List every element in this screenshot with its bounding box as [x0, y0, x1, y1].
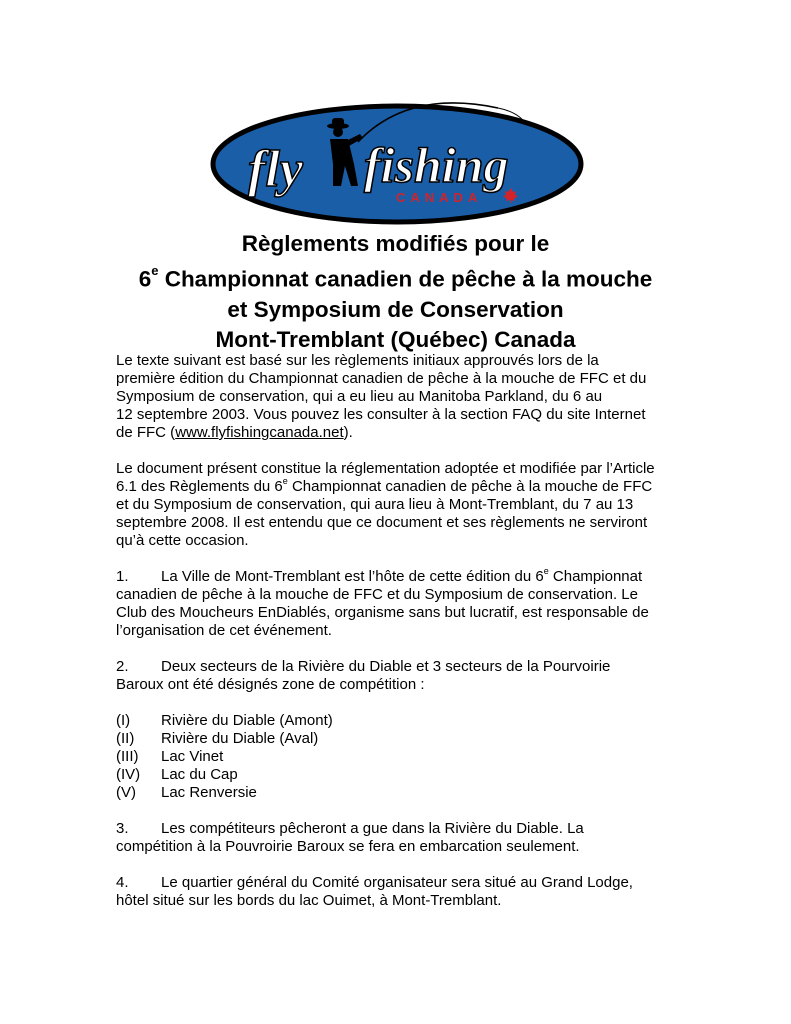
logo-word-fly: fly — [248, 141, 303, 198]
logo-word-canada: CANADA — [396, 190, 483, 205]
fly-fishing-canada-logo — [208, 94, 586, 226]
document-title — [0, 229, 791, 355]
list-item: (I) Rivière du Diable (Amont) — [116, 712, 333, 729]
list-item: (IV) Lac du Cap — [116, 766, 238, 783]
document-body — [116, 352, 696, 910]
sector-list — [116, 712, 696, 802]
paragraph-intro: Le texte suivant est basé sur les règlements initiaux approuvés lors de la première édition du Championnat canadien de pêche à la mouche de FFC et du Symposium de conservation, qui a eu lieu au Manitoba Parkland, du 6 au 12 septembre 2003. Vous pouvez les consulter à la section FAQ du site Internet de FFC (www.flyfishingcanada.net). — [116, 352, 647, 441]
article-4: 4. Le quartier général du Comité organisateur sera situé au Grand Lodge, hôtel situé sur les bords du lac Ouimet, à Mont-Tremblant. — [116, 874, 633, 909]
article-number: 1. — [116, 568, 129, 585]
list-item: (V) Lac Renversie — [116, 784, 257, 801]
website-link[interactable]: www.flyfishingcanada.net — [175, 424, 344, 441]
article-2: 2. Deux secteurs de la Rivière du Diable et 3 secteurs de la Pourvoirie Baroux ont été désignés zone de compétition : — [116, 658, 611, 693]
title-line-2-text: Championnat canadien de pêche à la mouche — [158, 266, 653, 292]
title-line-3: et Symposium de Conservation — [227, 296, 564, 322]
article-number: 3. — [116, 820, 129, 837]
logo-word-fishing: fishing — [364, 137, 509, 193]
article-1: 1. La Ville de Mont-Tremblant est l’hôte de cette édition du 6e Championnat canadien de pêche à la mouche de FFC et du Symposium de conservation. Le Club des Moucheurs EnDiablés, organisme sans but lucratif, est responsable de l’organisation de cet événement. — [116, 566, 649, 639]
title-line-4: Mont-Tremblant (Québec) Canada — [215, 326, 576, 352]
article-number: 4. — [116, 874, 129, 891]
title-line-1: Règlements modifiés pour le — [241, 231, 550, 256]
title-superscript: e — [151, 263, 159, 278]
title-number: 6 — [138, 266, 152, 292]
article-number: 2. — [116, 658, 129, 675]
paragraph-document: Le document présent constitue la réglementation adoptée et modifiée par l’Article 6.1 des Règlements du 6e Championnat canadien de pêche à la mouche de FFC et du Symposium de conservation, qui aura lieu à Mont-Tremblant, du 7 au 13 septembre 2008. Il est entendu que ce document et ses règlements ne serviront qu’à cette occasion. — [116, 460, 655, 549]
list-item: (II) Rivière du Diable (Aval) — [116, 730, 319, 747]
list-item: (III) Lac Vinet — [116, 748, 224, 765]
title-line-2 — [0, 259, 791, 295]
article-3: 3. Les compétiteurs pêcheront a gue dans la Rivière du Diable. La compétition à la Pouvroirie Baroux se fera en embarcation seulement. — [116, 820, 584, 855]
